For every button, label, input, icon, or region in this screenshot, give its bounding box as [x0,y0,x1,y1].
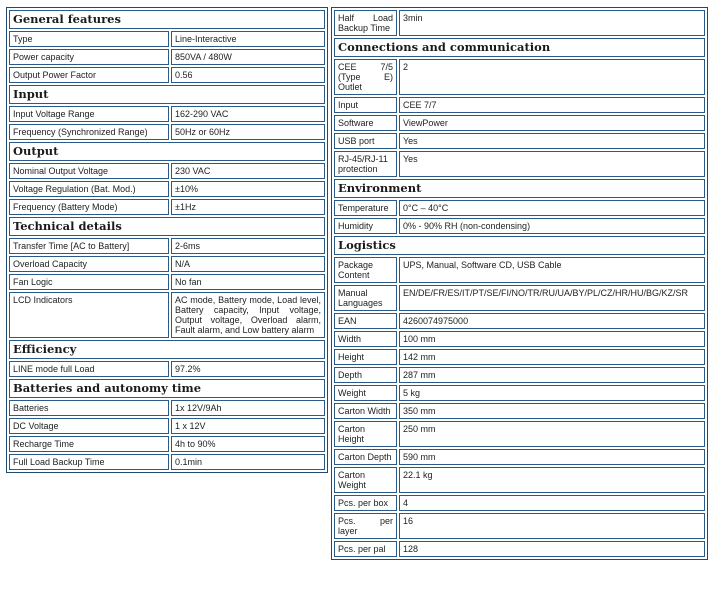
spec-row [9,292,325,338]
spec-row [334,285,705,311]
spec-label: Carton Weight [334,467,397,493]
spec-value: 250 mm [399,421,705,447]
spec-value: ViewPower [399,115,705,131]
spec-value: 162-290 VAC [171,106,325,122]
spec-row [334,403,705,419]
spec-row [334,115,705,131]
spec-label: Input [334,97,397,113]
spec-value: 3min [399,10,705,36]
spec-label: Output Power Factor [9,67,169,83]
section-title-input: Input [9,85,325,104]
spec-value: 1 x 12V [171,418,325,434]
spec-value: 0°C – 40°C [399,200,705,216]
spec-row [334,331,705,347]
spec-value: EN/DE/FR/ES/IT/PT/SE/FI/NO/TR/RU/UA/BY/PL/CZ/HR/HU/BG/KZ/SR [399,285,705,311]
section-title-technical: Technical details [9,217,325,236]
spec-row [334,367,705,383]
spec-label: Pcs. per pal [334,541,397,557]
spec-row [334,467,705,493]
spec-value: 4260074975000 [399,313,705,329]
section-title-environment: Environment [334,179,705,198]
spec-value: 142 mm [399,349,705,365]
spec-value: 850VA / 480W [171,49,325,65]
spec-label: Recharge Time [9,436,169,452]
spec-label: Carton Height [334,421,397,447]
spec-label: Carton Depth [334,449,397,465]
spec-row [9,361,325,377]
spec-row [9,256,325,272]
spec-label: Height [334,349,397,365]
spec-label: Overload Capacity [9,256,169,272]
spec-row [334,449,705,465]
spec-row [334,151,705,177]
spec-row [9,199,325,215]
spec-value: 0.56 [171,67,325,83]
spec-value: 287 mm [399,367,705,383]
spec-table-left [6,7,328,473]
spec-value: CEE 7/7 [399,97,705,113]
spec-value: 50Hz or 60Hz [171,124,325,140]
spec-value: 16 [399,513,705,539]
spec-row [9,238,325,254]
spec-label: DC Voltage [9,418,169,434]
spec-value: 100 mm [399,331,705,347]
spec-label: Nominal Output Voltage [9,163,169,179]
spec-label: Input Voltage Range [9,106,169,122]
spec-row [334,133,705,149]
spec-row [334,349,705,365]
spec-row [9,454,325,470]
spec-row [9,67,325,83]
spec-value: 230 VAC [171,163,325,179]
spec-value: 0.1min [171,454,325,470]
section-header-row [9,85,325,104]
spec-value: No fan [171,274,325,290]
spec-row [9,31,325,47]
spec-row [334,513,705,539]
spec-label: CEE 7/5 (Type E) Outlet [334,59,397,95]
spec-value: 22.1 kg [399,467,705,493]
spec-label: Full Load Backup Time [9,454,169,470]
spec-value: 5 kg [399,385,705,401]
spec-value: 2-6ms [171,238,325,254]
spec-value: ±10% [171,181,325,197]
spec-value: 4h to 90% [171,436,325,452]
spec-value: 0% - 90% RH (non-condensing) [399,218,705,234]
spec-label: Width [334,331,397,347]
spec-value: 2 [399,59,705,95]
section-header-row [334,236,705,255]
spec-label: Manual Languages [334,285,397,311]
spec-row [334,59,705,95]
section-title-general: General features [9,10,325,29]
spec-label: Humidity [334,218,397,234]
spec-label: Half Load Backup Time [334,10,397,36]
spec-row [334,97,705,113]
spec-label: Frequency (Battery Mode) [9,199,169,215]
section-header-row [9,10,325,29]
spec-value: 128 [399,541,705,557]
spec-value: 4 [399,495,705,511]
spec-value: Yes [399,151,705,177]
section-title-efficiency: Efficiency [9,340,325,359]
section-title-output: Output [9,142,325,161]
spec-label: LINE mode full Load [9,361,169,377]
section-header-row [9,340,325,359]
spec-value: ±1Hz [171,199,325,215]
spec-row [9,49,325,65]
spec-label: Temperature [334,200,397,216]
spec-row [334,200,705,216]
spec-value: N/A [171,256,325,272]
spec-value: 350 mm [399,403,705,419]
spec-row [334,421,705,447]
spec-label: Transfer Time [AC to Battery] [9,238,169,254]
spec-value: 590 mm [399,449,705,465]
spec-label: RJ-45/RJ-11 protection [334,151,397,177]
section-header-row [9,217,325,236]
spec-label: Type [9,31,169,47]
spec-row [9,181,325,197]
spec-value: 1x 12V/9Ah [171,400,325,416]
spec-label: Pcs. per layer [334,513,397,539]
spec-row [334,495,705,511]
spec-row [9,274,325,290]
spec-row [334,541,705,557]
spec-label: Package Content [334,257,397,283]
spec-label: EAN [334,313,397,329]
spec-table-right [331,7,708,560]
spec-row [9,124,325,140]
spec-label: Carton Width [334,403,397,419]
section-title-logistics: Logistics [334,236,705,255]
spec-label: Weight [334,385,397,401]
spec-row [334,257,705,283]
spec-row [9,436,325,452]
spec-row [9,163,325,179]
spec-label: Depth [334,367,397,383]
spec-row [9,400,325,416]
spec-row [334,385,705,401]
spec-value: Yes [399,133,705,149]
spec-label: USB port [334,133,397,149]
spec-value: Line-Interactive [171,31,325,47]
section-header-row [9,379,325,398]
spec-row [334,10,705,36]
spec-label: Frequency (Synchronized Range) [9,124,169,140]
section-title-batteries: Batteries and autonomy time [9,379,325,398]
spec-label: Fan Logic [9,274,169,290]
spec-label: Software [334,115,397,131]
spec-label: Batteries [9,400,169,416]
spec-row [9,106,325,122]
section-title-connections: Connections and communication [334,38,705,57]
spec-label: LCD Indicators [9,292,169,338]
spec-row [9,418,325,434]
spec-value: 97.2% [171,361,325,377]
spec-label: Voltage Regulation (Bat. Mod.) [9,181,169,197]
spec-label: Pcs. per box [334,495,397,511]
section-header-row [334,179,705,198]
section-header-row [334,38,705,57]
spec-row [334,218,705,234]
spec-value: UPS, Manual, Software CD, USB Cable [399,257,705,283]
section-header-row [9,142,325,161]
spec-value: AC mode, Battery mode, Load level, Battery capacity, Input voltage, Output voltage, Overload alarm, Fault alarm, and Low battery alarm [171,292,325,338]
spec-label: Power capacity [9,49,169,65]
spec-row [334,313,705,329]
